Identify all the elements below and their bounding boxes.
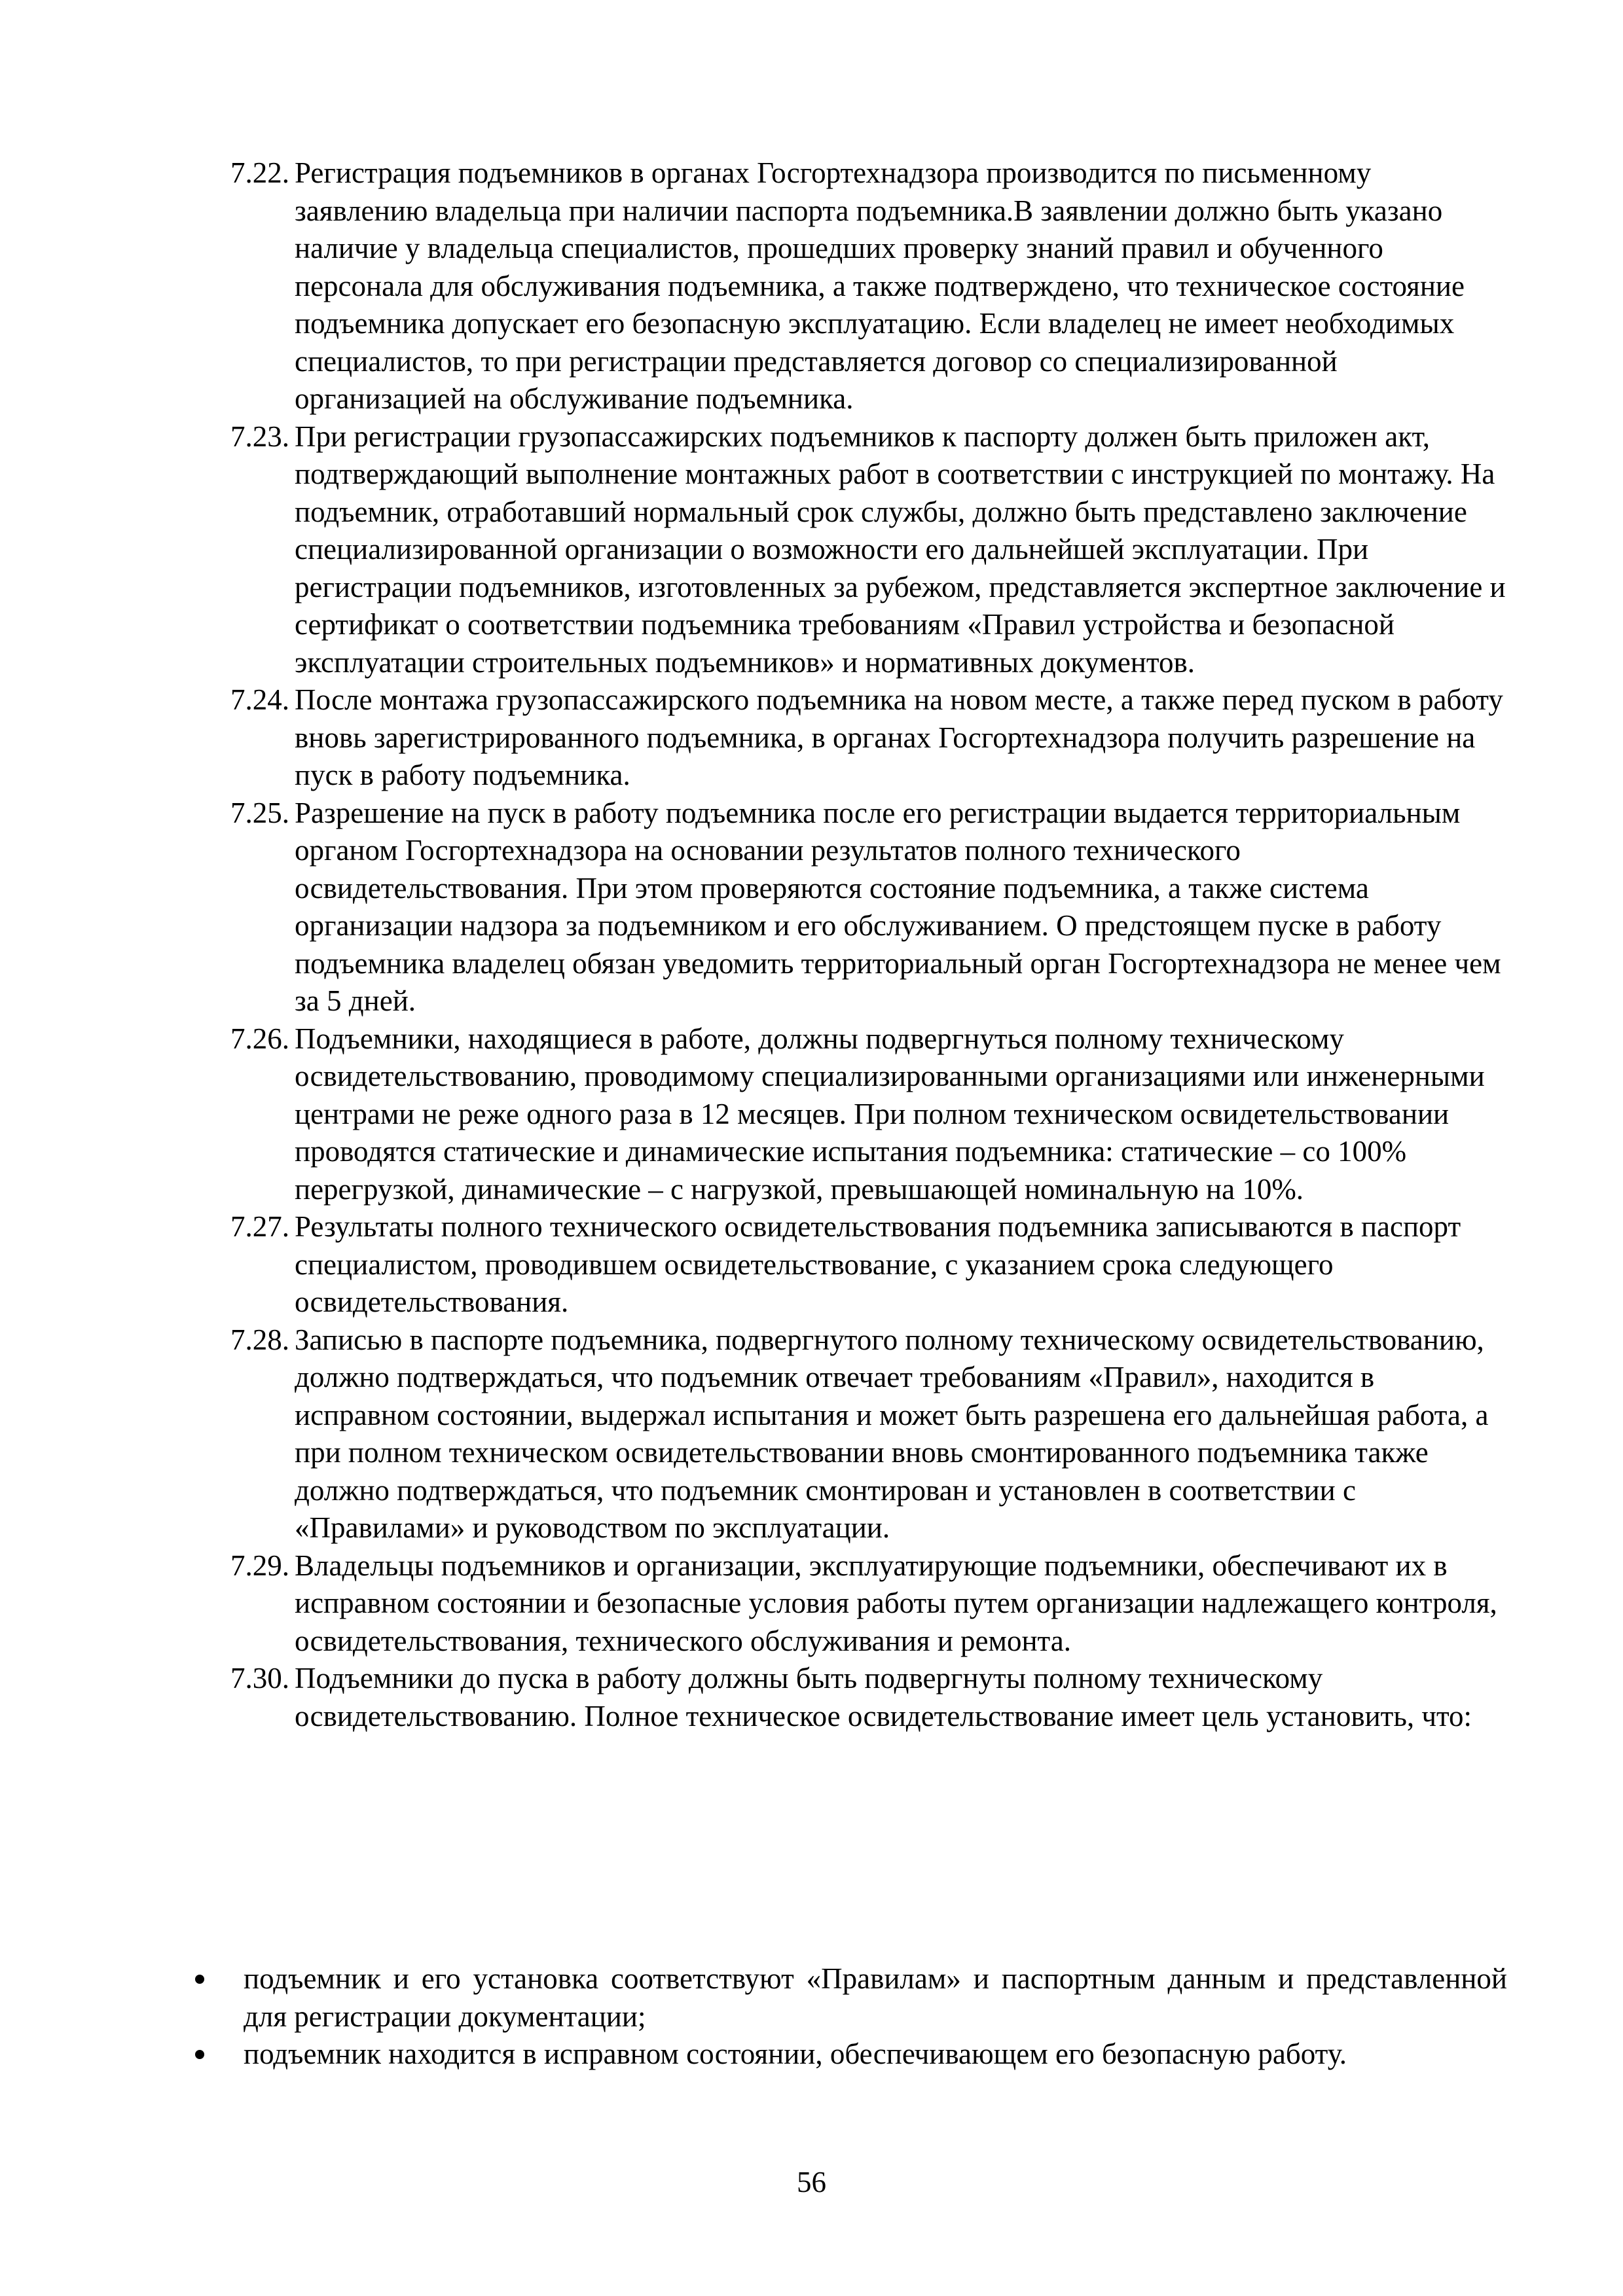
bullet-item bbox=[190, 1960, 1507, 2036]
section-number: 7.28. bbox=[230, 1323, 289, 1356]
section-item-7-25 bbox=[230, 795, 1507, 1020]
page-number: 56 bbox=[797, 2166, 826, 2198]
section-text: Записью в паспорте подъемника, подвергнутого полному техническому освидетельствованию, должно подтверждаться, что подъемник отвечает требованиям «Правил», находится в исправном состоянии, выдержал испытания и может быть разрешена его дальнейшая работа, а при полном техническом освидетельствовании вновь смонтированного подъемника также должно подтверждаться, что подъемник смонтирован и установлен в соответствии с «Правилами» и руководством по эксплуатации. bbox=[295, 1323, 1489, 1544]
section-text: Владельцы подъемников и организации, эксплуатирующие подъемники, обеспечивают их в исправном состоянии и безопасные условия работы путем организации надлежащего контроля, освидетельствования, технического обслуживания и ремонта. bbox=[295, 1549, 1497, 1657]
section-item-7-23 bbox=[230, 418, 1507, 682]
section-text: Результаты полного технического освидетельствования подъемника записываются в паспорт специалистом, проводившем освидетельствование, с указанием срока следующего освидетельствования. bbox=[295, 1210, 1461, 1318]
bullet-text: подъемник и его установка соответствуют «Правилам» и паспортным данным и представленной для регистрации документации; bbox=[244, 1962, 1507, 2033]
section-item-7-28 bbox=[230, 1321, 1507, 1547]
bullet-list bbox=[190, 1960, 1507, 2073]
section-number: 7.27. bbox=[230, 1210, 289, 1243]
section-item-7-30 bbox=[230, 1660, 1507, 1735]
section-item-7-26 bbox=[230, 1020, 1507, 1209]
numbered-section-list bbox=[230, 154, 1507, 1735]
section-text: Регистрация подъемников в органах Госгортехнадзора производится по письменному заявлению владельца при наличии паспорта подъемника.В заявлении должно быть указано наличие у владельца специалистов, прошедших проверку знаний правил и обученного персонала для обслуживания подъемника, а также подтверждено, что техническое состояние подъемника допускает его безопасную эксплуатацию. Если владелец не имеет необходимых специалистов, то при регистрации представляется договор со специализированной организацией на обслуживание подъемника. bbox=[295, 156, 1465, 415]
section-item-7-29 bbox=[230, 1547, 1507, 1660]
section-number: 7.23. bbox=[230, 420, 289, 453]
bullet-text: подъемник находится в исправном состоянии, обеспечивающем его безопасную работу. bbox=[244, 2037, 1347, 2070]
section-number: 7.29. bbox=[230, 1549, 289, 1582]
section-number: 7.25. bbox=[230, 796, 289, 829]
bullet-dot-icon bbox=[195, 2050, 204, 2059]
section-number: 7.24. bbox=[230, 683, 289, 716]
section-text: После монтажа грузопассажирского подъемника на новом месте, а также перед пуском в работу вновь зарегистрированного подъемника, в органах Госгортехнадзора получить разрешение на пуск в работу подъемника. bbox=[295, 683, 1503, 791]
section-item-7-24 bbox=[230, 681, 1507, 795]
section-text: Подъемники до пуска в работу должны быть подвергнуты полному техническому освидетельствованию. Полное техническое освидетельствование имеет цель установить, что: bbox=[295, 1662, 1472, 1732]
section-item-7-27 bbox=[230, 1208, 1507, 1321]
bullet-dot-icon bbox=[195, 1975, 204, 1984]
section-item-7-22 bbox=[230, 154, 1507, 418]
section-number: 7.26. bbox=[230, 1022, 289, 1055]
section-number: 7.22. bbox=[230, 156, 289, 189]
section-number: 7.30. bbox=[230, 1662, 289, 1695]
section-text: Разрешение на пуск в работу подъемника после его регистрации выдается территориальным органом Госгортехнадзора на основании результатов полного технического освидетельствования. При этом проверяются состояние подъемника, а также система организации надзора за подъемником и его обслуживанием. О предстоящем пуске в работу подъемника владелец обязан уведомить территориальный орган Госгортехнадзора не менее чем за 5 дней. bbox=[295, 796, 1501, 1017]
section-text: Подъемники, находящиеся в работе, должны подвергнуться полному техническому освидетельствованию, проводимому специализированными организациями или инженерными центрами не реже одного раза в 12 месяцев. При полном техническом освидетельствовании проводятся статические и динамические испытания подъемника: статические – со 100% перегрузкой, динамические – с нагрузкой, превышающей номинальную на 10%. bbox=[295, 1022, 1485, 1206]
section-text: При регистрации грузопассажирских подъемников к паспорту должен быть приложен акт, подтверждающий выполнение монтажных работ в соответствии с инструкцией по монтажу. На подъемник, отработавший нормальный срок службы, должно быть представлено заключение специализированной организации о возможности его дальнейшей эксплуатации. При регистрации подъемников, изготовленных за рубежом, представляется экспертное заключение и сертификат о соответствии подъемника требованиям «Правил устройства и безопасной эксплуатации строительных подъемников» и нормативных документов. bbox=[295, 420, 1506, 679]
bullet-item bbox=[190, 2036, 1507, 2073]
